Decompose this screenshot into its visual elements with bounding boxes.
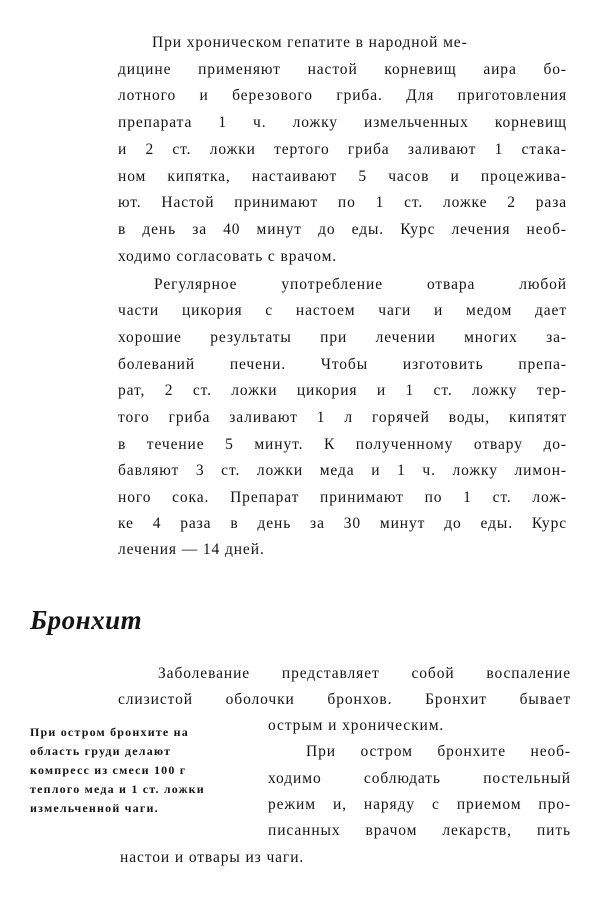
text-line: в день за 40 минут до еды. Курс лечения необ- [118,221,567,238]
text-line: и 2 ст. ложки тертого гриба заливают 1 стака- [118,141,567,158]
text-line: бавляют 3 ст. ложки меда и 1 ч. ложку лимон- [118,462,567,479]
text-line: ного сока. Препарат принимают по 1 ст. лож- [118,489,567,506]
text-line: ют. Настой принимают по 1 ст. ложке 2 раза [118,194,567,211]
text-line: настои и отвары из чаги. [120,849,305,866]
text-line: При остром бронхите необ- [306,743,571,760]
text-line: писанных врачом лекарств, пить [268,822,571,839]
text-line: ном кипятка, настаивают 5 часов и процежива- [118,168,567,185]
text-line: части цикория с настоем чаги и медом дает [118,302,567,319]
text-line: в течение 5 минут. К полученному отвару до- [118,436,567,453]
sidenote-line: измельченной чаги. [30,801,159,815]
text-line: хорошие результаты при лечении многих за- [118,329,567,346]
text-line: лотного и березового гриба. Для приготовления [118,87,567,104]
text-line: Регулярное употребление отвара любой [154,276,567,293]
text-line: острым и хроническим. [268,717,445,734]
sidenote-line: область груди делают [30,744,172,758]
text-line: дицине применяют настой корневищ аира бо- [118,61,567,78]
text-line: ходимо соблюдать постельный [268,770,571,787]
text-line: При хроническом гепатите в народной ме- [152,34,468,51]
text-line: Заболевание представляет собой воспаление [158,665,571,682]
text-line: болеваний печени. Чтобы изготовить препа- [118,356,567,373]
text-line: того гриба заливают 1 л горячей воды, кипятят [118,409,567,426]
sidenote-line: При остром бронхите на [30,725,189,739]
text-line: ке 4 раза в день за 30 минут до еды. Курс [118,515,567,532]
text-line: лечения — 14 дней. [118,541,265,558]
text-line: рат, 2 ст. ложки цикория и 1 ст. ложку тер- [118,382,567,399]
sidenote-line: теплого меда и 1 ст. ложки [30,782,205,796]
text-line: препарата 1 ч. ложку измельченных корневищ [118,114,567,131]
section-title: Бронхит [30,605,143,635]
text-line: режим и, наряду с приемом про- [268,796,571,813]
text-line: слизистой оболочки бронхов. Бронхит бывает [118,691,571,708]
text-line: ходимо согласовать с врачом. [118,248,338,265]
sidenote-line: компресс из смеси 100 г [30,763,187,777]
